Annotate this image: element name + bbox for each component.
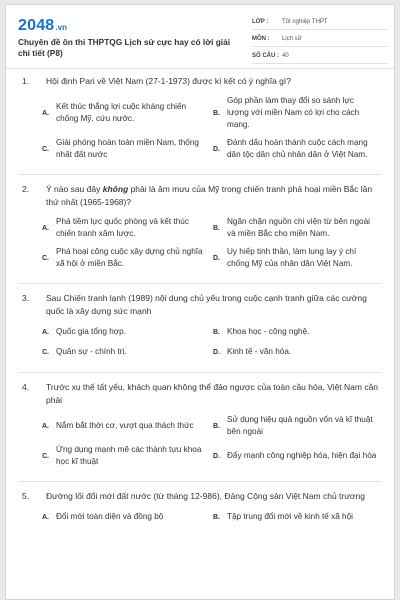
emphasis-word: không	[102, 184, 129, 194]
option-grid	[6, 503, 394, 527]
option-letter: D.	[213, 348, 220, 356]
option-text: Ngăn chặn nguồn chi viện từ bên ngoài và miền Bắc cho miền Nam.	[227, 217, 370, 238]
divider	[18, 174, 382, 175]
question-number: 2.	[22, 184, 30, 194]
option-c[interactable]	[42, 342, 213, 362]
option-letter: B.	[213, 513, 220, 521]
option-d[interactable]	[213, 243, 384, 273]
option-a[interactable]	[42, 92, 213, 134]
option-text: Phá hoại công cuộc xây dựng chủ nghĩa xã hội ở miền Bắc.	[56, 247, 203, 268]
option-text: Nắm bắt thời cơ, vượt qua thách thức	[56, 421, 194, 430]
question-text-part: Ý nào sau đây	[46, 184, 103, 194]
document-meta	[252, 15, 388, 64]
option-text: Phá tiềm lực quốc phòng và kết thúc chiến tranh xâm lược.	[56, 217, 189, 238]
question-text: Hội định Pari về Việt Nam (27-1-1973) được kí kết có ý nghĩa gì?	[46, 76, 291, 86]
option-grid	[6, 407, 394, 471]
question-list	[6, 75, 394, 537]
divider	[18, 372, 382, 373]
option-letter: A.	[42, 328, 49, 336]
question-1	[6, 75, 394, 164]
meta-label: SỐ CÂU :	[252, 53, 279, 59]
question-4	[6, 381, 394, 471]
option-letter: A.	[42, 422, 49, 430]
option-letter: A.	[42, 224, 49, 232]
option-text: Sử dụng hiệu quả nguồn vốn và kĩ thuật bên ngoài	[227, 415, 373, 436]
option-text: Đẩy mạnh công nghiệp hóa, hiện đại hóa	[227, 451, 377, 460]
option-a[interactable]	[42, 322, 213, 342]
option-c[interactable]	[42, 243, 213, 273]
option-letter: D.	[213, 145, 220, 153]
option-text: Góp phần làm thay đổi so sánh lực lượng với miền Nam có lợi cho cách mạng.	[227, 96, 360, 129]
option-text: Đánh dấu hoàn thành cuộc cách mạng dân tộc dân chủ nhân dân ở Việt Nam.	[227, 138, 368, 159]
site-logo[interactable]	[18, 17, 67, 35]
option-letter: D.	[213, 254, 220, 262]
document-title: Chuyên đề ôn thi THPTQG Lịch sử cực hay có lời giải chi tiết (P8)	[18, 37, 231, 58]
meta-label: LỚP :	[252, 19, 269, 25]
question-text: Đường lối đổi mới đất nước (từ tháng 12-986), Đảng Cộng sản Việt Nam chủ trương	[46, 491, 365, 501]
option-grid	[6, 318, 394, 362]
option-text: Khoa học - công nghệ.	[227, 327, 310, 336]
option-letter: D.	[213, 452, 220, 460]
meta-label: MÔN :	[252, 36, 270, 42]
option-text: Tập trung đổi mới về kinh tế xã hội	[227, 512, 353, 521]
option-text: Quốc gia tổng hợp.	[56, 327, 127, 336]
option-c[interactable]	[42, 441, 213, 471]
document-header	[6, 5, 394, 69]
option-a[interactable]	[42, 507, 213, 527]
meta-value: Tốt nghiệp THPT	[282, 19, 328, 25]
question-text-part: phải là âm mưu của Mỹ trong chiến tranh phá hoại miền Bắc lần thứ nhất (1965-1968)?	[46, 184, 373, 207]
option-text: Kết thúc thắng lợi cuộc kháng chiến chống Mỹ, cứu nước.	[56, 102, 187, 123]
question-text: Trước xu thế tất yếu, khách quan không thể đảo ngược của toàn cầu hóa, Việt Nam cần phải	[46, 382, 379, 405]
logo-text: 2048	[18, 17, 55, 34]
option-b[interactable]	[213, 411, 384, 441]
option-a[interactable]	[42, 213, 213, 243]
option-letter: C.	[42, 145, 49, 153]
option-letter: C.	[42, 348, 49, 356]
option-letter: B.	[213, 224, 220, 232]
question-number: 3.	[22, 293, 30, 303]
option-letter: B.	[213, 328, 220, 336]
option-d[interactable]	[213, 134, 384, 164]
option-letter: B.	[213, 422, 220, 430]
option-text: Quân sự - chính trị.	[56, 347, 127, 356]
option-letter: C.	[42, 254, 49, 262]
meta-row-class	[252, 15, 388, 30]
option-text: Đổi mới toàn diện và đồng bộ	[56, 512, 164, 521]
option-b[interactable]	[213, 507, 384, 527]
question-number: 1.	[22, 76, 30, 86]
question-number: 5.	[22, 491, 30, 501]
question-3	[6, 292, 394, 362]
option-a[interactable]	[42, 411, 213, 441]
meta-value: 40	[282, 53, 289, 59]
option-grid	[6, 209, 394, 273]
option-text: Uy hiếp tinh thần, làm lung lay ý chí chống Mỹ của nhân dân Việt Nam.	[227, 247, 357, 268]
option-d[interactable]	[213, 342, 384, 362]
question-text: Sau Chiến tranh lạnh (1989) nội dung chủ yếu trong cuộc cạnh tranh giữa các cường quốc là xây dựng sức mạnh	[46, 293, 367, 316]
question-number: 4.	[22, 382, 30, 392]
meta-row-subject	[252, 32, 388, 47]
option-grid	[6, 88, 394, 164]
option-text: Kinh tế - văn hóa.	[227, 347, 292, 356]
option-d[interactable]	[213, 441, 384, 471]
option-b[interactable]	[213, 322, 384, 342]
question-5	[6, 490, 394, 527]
meta-row-count	[252, 49, 388, 64]
option-text: Giải phóng hoàn toàn miền Nam, thống nhất đất nước	[56, 138, 199, 159]
divider	[18, 283, 382, 284]
logo-domain: .vn	[55, 23, 67, 32]
option-b[interactable]	[213, 213, 384, 243]
option-letter: C.	[42, 452, 49, 460]
option-letter: A.	[42, 513, 49, 521]
question-text	[46, 183, 380, 209]
option-text: Ứng dụng mạnh mẽ các thành tựu khoa học kĩ thuật	[56, 445, 202, 466]
document-page	[5, 4, 395, 600]
question-2	[6, 183, 394, 273]
meta-value: Lịch sử	[282, 36, 302, 42]
option-letter: B.	[213, 109, 220, 117]
option-c[interactable]	[42, 134, 213, 164]
option-b[interactable]	[213, 92, 384, 134]
option-letter: A.	[42, 109, 49, 117]
divider	[18, 481, 382, 482]
